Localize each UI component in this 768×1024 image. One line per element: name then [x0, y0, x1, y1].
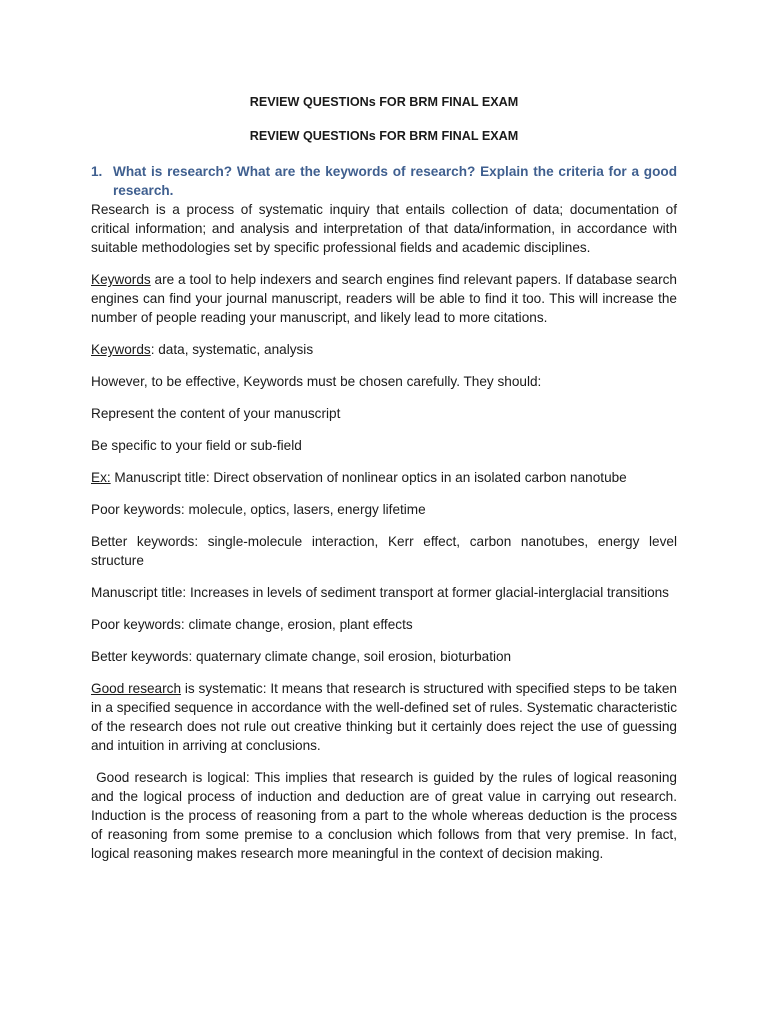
question-text: What is research? What are the keywords of research? Explain the criteria for a good research. — [113, 164, 677, 198]
paragraph-keywords-list — [91, 340, 677, 359]
paragraph-example-title — [91, 468, 677, 487]
example-label: Ex: — [91, 470, 111, 485]
paragraph-keywords-purpose — [91, 270, 677, 327]
paragraph-research-definition: Research is a process of systematic inquiry that entails collection of data; documentation of critical information; and analysis and interpretation of that data/information, in accordance with suitable methodologies set by specific professional fields and academic disciplines. — [91, 202, 677, 255]
question-heading — [91, 162, 677, 200]
paragraph-better-keywords-1: Better keywords: single-molecule interaction, Kerr effect, carbon nanotubes, energy level structure — [91, 534, 677, 568]
keywords-purpose-text: are a tool to help indexers and search engines find relevant papers. If database search engines can find your journal manuscript, readers will be able to find it too. This will increase the number of people reading your manuscript, and likely lead to more citations. — [91, 272, 677, 325]
keywords-underlined-term: Keywords — [91, 272, 151, 287]
document-title: REVIEW QUESTIONs FOR BRM FINAL EXAM — [249, 95, 519, 109]
document-subtitle: REVIEW QUESTIONs FOR BRM FINAL EXAM — [249, 129, 519, 143]
paragraph-good-research-systematic — [91, 679, 677, 755]
paragraph-poor-keywords-1: Poor keywords: molecule, optics, lasers, energy lifetime — [91, 502, 426, 517]
keywords-list-text: : data, systematic, analysis — [150, 342, 314, 357]
example-title-text: Manuscript title: Direct observation of nonlinear optics in an isolated carbon nanotube — [110, 470, 627, 485]
paragraph-keywords-choice: However, to be effective, Keywords must be chosen carefully. They should: — [91, 374, 542, 389]
paragraph-manuscript-title-2: Manuscript title: Increases in levels of sediment transport at former glacial-interglacial transitions — [91, 585, 669, 600]
paragraph-be-specific: Be specific to your field or sub-field — [91, 438, 302, 453]
question-number: 1. — [91, 164, 103, 179]
paragraph-poor-keywords-2: Poor keywords: climate change, erosion, plant effects — [91, 617, 413, 632]
paragraph-represent-content: Represent the content of your manuscript — [91, 406, 341, 421]
good-research-term: Good research — [91, 681, 181, 696]
paragraph-better-keywords-2: Better keywords: quaternary climate change, soil erosion, bioturbation — [91, 649, 512, 664]
paragraph-good-research-logical: Good research is logical: This implies that research is guided by the rules of logical reasoning and the logical process of induction and deduction are of great value in carrying out research. Induction is the process of reasoning from a part to the whole whereas deduction is the process of reasoning from some premise to a conclusion which follows from that very premise. In fact, logical reasoning makes research more meaningful in the context of decision making. — [91, 770, 681, 861]
keywords-list-term: Keywords — [91, 342, 151, 357]
good-research-systematic-text: is systematic: It means that research is structured with specified steps to be taken in a specified sequence in accordance with the well-defined set of rules. Systematic characteristic of the research does not rule out creative thinking but it certainly does reject the use of guessing and intuition in arriving at conclusions. — [91, 681, 677, 753]
